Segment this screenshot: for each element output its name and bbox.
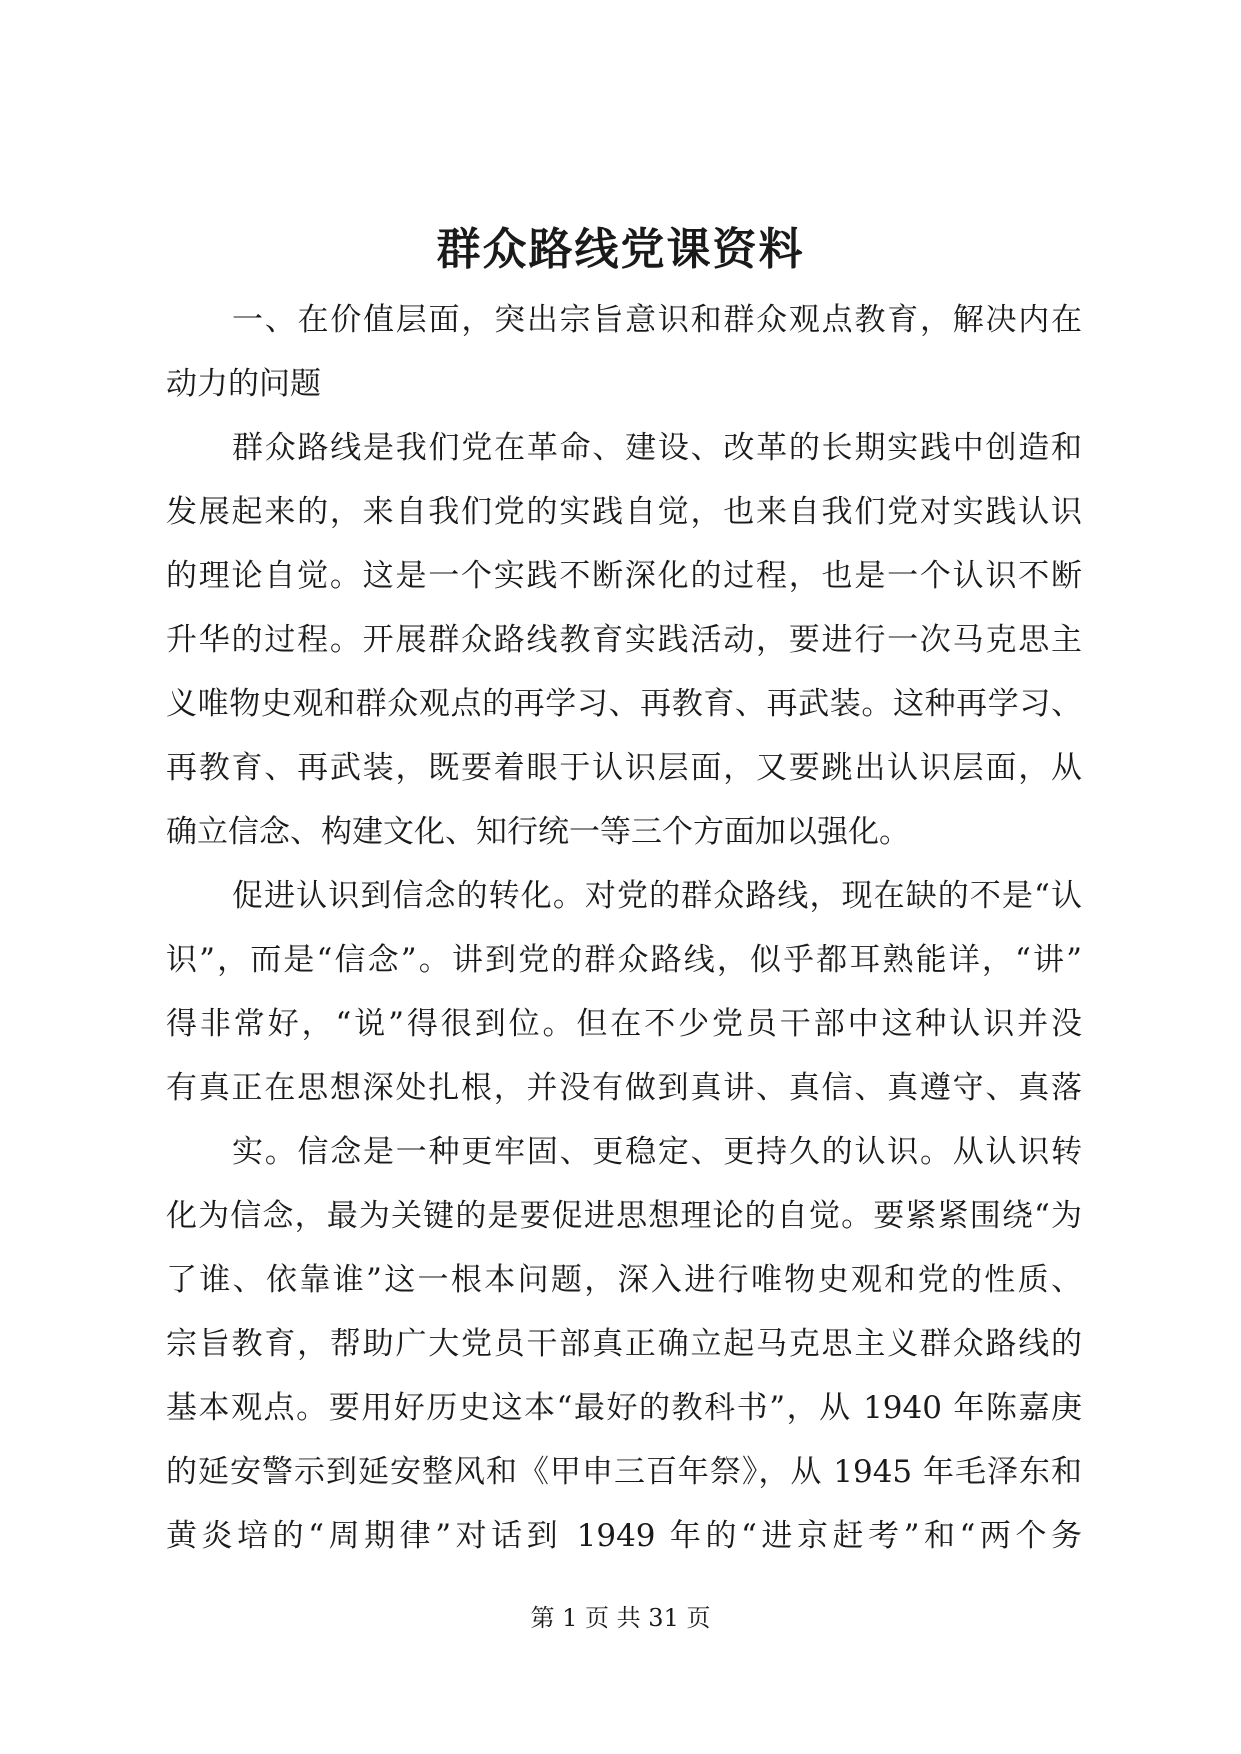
text-line: 了谁、依靠谁”这一根本问题，深入进行唯物史观和党的性质、 <box>166 1262 1082 1298</box>
text-line: 发展起来的，来自我们党的实践自觉，也来自我们党对实践认识 <box>166 494 1082 530</box>
text-line: 群众路线是我们党在革命、建设、改革的长期实践中创造和 <box>232 430 1082 466</box>
text-line: 升华的过程。开展群众路线教育实践活动，要进行一次马克思主 <box>166 622 1082 658</box>
text-line: 有真正在思想深处扎根，并没有做到真讲、真信、真遵守、真落 <box>166 1070 1082 1106</box>
text-line: 确立信念、构建文化、知行统一等三个方面加以强化。 <box>166 814 910 850</box>
document-title: 群众路线党课资料 <box>436 224 805 275</box>
text-line: 动力的问题 <box>166 366 321 402</box>
text-line: 化为信念，最为关键的是要促进思想理论的自觉。要紧紧围绕“为 <box>166 1198 1082 1234</box>
text-line: 识”，而是“信念”。讲到党的群众路线，似乎都耳熟能详，“讲” <box>166 942 1082 978</box>
text-line: 一、在价值层面，突出宗旨意识和群众观点教育，解决内在 <box>232 302 1082 338</box>
text-line: 的延安警示到延安整风和《甲申三百年祭》，从 1945 年毛泽东和 <box>166 1454 1082 1490</box>
document-body <box>166 288 1082 1568</box>
text-line: 再教育、再武装，既要着眼于认识层面，又要跳出认识层面，从 <box>166 750 1082 786</box>
text-line: 宗旨教育，帮助广大党员干部真正确立起马克思主义群众路线的 <box>166 1326 1082 1362</box>
text-line: 义唯物史观和群众观点的再学习、再教育、再武装。这种再学习、 <box>166 686 1082 722</box>
text-line: 促进认识到信念的转化。对党的群众路线，现在缺的不是“认 <box>232 878 1082 914</box>
text-line: 黄炎培的“周期律”对话到 1949 年的“进京赶考”和“两个务 <box>166 1518 1082 1554</box>
text-line: 的理论自觉。这是一个实践不断深化的过程，也是一个认识不断 <box>166 558 1082 594</box>
text-line: 得非常好，“说”得很到位。但在不少党员干部中这种认识并没 <box>166 1006 1082 1042</box>
page-footer: 第 1 页 共 31 页 <box>530 1604 711 1632</box>
text-line: 基本观点。要用好历史这本“最好的教科书”，从 1940 年陈嘉庚 <box>166 1390 1082 1426</box>
text-line: 实。信念是一种更牢固、更稳定、更持久的认识。从认识转 <box>232 1134 1082 1170</box>
